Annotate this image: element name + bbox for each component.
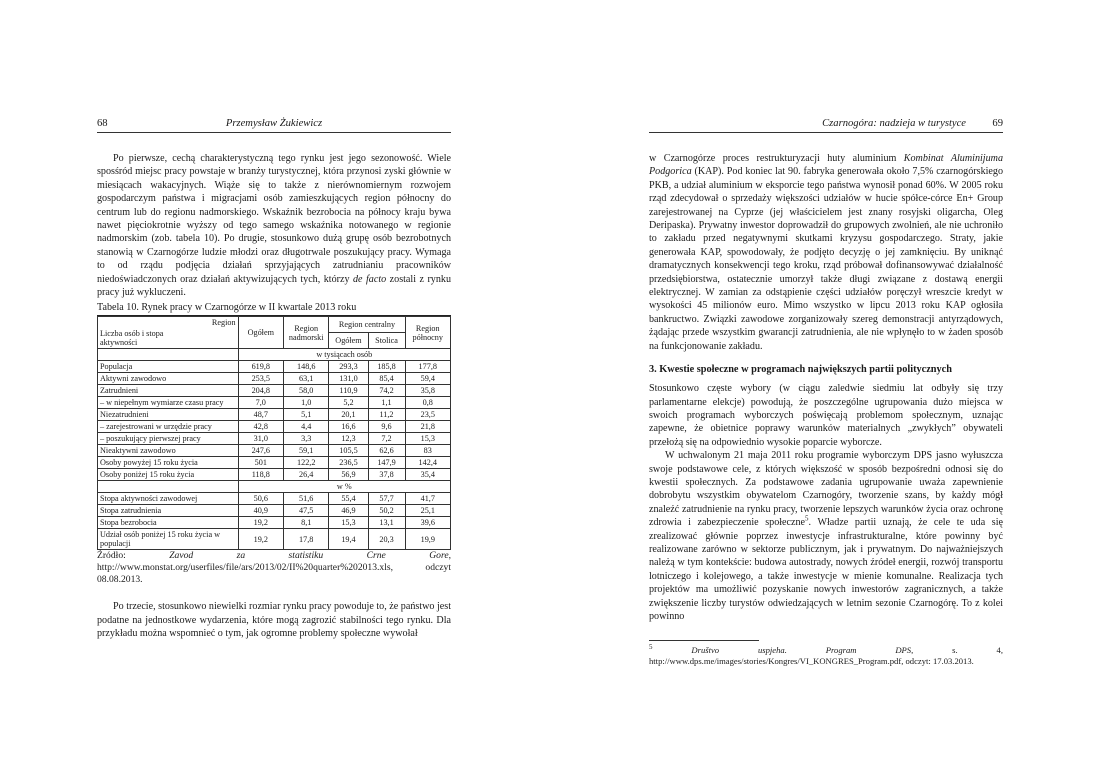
- table-cell: 501: [238, 457, 283, 469]
- table-cell: 19,4: [329, 529, 368, 550]
- table-caption: Tabela 10. Rynek pracy w Czarnogórze w II kwartale 2013 roku: [97, 302, 451, 316]
- table-cell: 122,2: [284, 457, 329, 469]
- table-cell: 0,8: [405, 397, 450, 409]
- table-cell: 4,4: [284, 421, 329, 433]
- table-cell: 118,8: [238, 469, 283, 481]
- table-cell: 37,8: [368, 469, 405, 481]
- table-cell: 185,8: [368, 361, 405, 373]
- table-row: [98, 361, 451, 373]
- table-cell: 16,6: [329, 421, 368, 433]
- right-running-head: Czarnogóra: nadzieja w turystyce: [822, 118, 966, 129]
- table-cell: 131,0: [329, 373, 368, 385]
- table-cell: 11,2: [368, 409, 405, 421]
- right-page-body: [649, 152, 1003, 667]
- table-row: [98, 529, 451, 550]
- table-cell: 50,6: [238, 493, 283, 505]
- right-page: [649, 118, 1003, 667]
- table-cell: 51,6: [284, 493, 329, 505]
- row-label: – poszukujący pierwszej pracy: [98, 433, 239, 445]
- left-page: [97, 118, 451, 640]
- footnote-separator: [649, 640, 759, 641]
- table-cell: 177,8: [405, 361, 450, 373]
- right-page-header: [649, 118, 1003, 133]
- row-label: Udział osób poniżej 15 roku życia w populacji: [98, 529, 239, 550]
- right-paragraph-2: Stosunkowo częste wybory (w ciągu zaledwie siedmiu lat odbyły się trzy parlamentarne elekcje) powodują, że poszczególne ugrupowania dużo miejsca w swoich programach wyborczych poświęcają problemom społecznym, uznając zapewne, że obietnice poprawy warunków materialnych „zwykłych” obywateli przełożą się na odpowiednio wysokie poparcie wyborcze.: [649, 383, 1003, 448]
- thousands-rows: [98, 361, 451, 481]
- left-page-body: [97, 152, 451, 641]
- table-cell: 58,0: [284, 385, 329, 397]
- row-label: Osoby powyżej 15 roku życia: [98, 457, 239, 469]
- table-source: Źródło: Zavod za statistiku Crne Gore, http://www.monstat.org/userfiles/file/ars/2013/02/II%20quarter%202013.xls, odczyt 08.08.2013.: [97, 550, 451, 586]
- table-cell: 1,0: [284, 397, 329, 409]
- unit-row-thousands: [98, 349, 451, 361]
- table-cell: 62,6: [368, 445, 405, 457]
- table-cell: 35,8: [405, 385, 450, 397]
- table-cell: 56,9: [329, 469, 368, 481]
- table-row: [98, 517, 451, 529]
- table-cell: 3,3: [284, 433, 329, 445]
- table-cell: 13,1: [368, 517, 405, 529]
- table-cell: 9,6: [368, 421, 405, 433]
- table-cell: 110,9: [329, 385, 368, 397]
- table-cell: 23,5: [405, 409, 450, 421]
- table-cell: 142,4: [405, 457, 450, 469]
- row-label: Zatrudnieni: [98, 385, 239, 397]
- row-label: Stopa zatrudnienia: [98, 505, 239, 517]
- table-row: [98, 445, 451, 457]
- table-cell: 57,7: [368, 493, 405, 505]
- right-paragraph-1: w Czarnogórze proces restrukturyzacji huty aluminium Kombinat Aluminijuma Podgorica (KAP). Pod koniec lat 90. fabryka generowała około 7,5% czarnogórskiego PKB, a udział aluminium w eksporcie tego państwa wynosił ponad 60%. W 2005 roku rząd zdecydował o sprzedaży większości udziałów w hucie spółce-córce En+ Group zarejestrowanej na Cyprze (jej właścicielem jest znany rosyjski oligarcha, Oleg Deripaska). Prywatny inwestor doprowadził do grupowych zwolnień, ale nie uchroniło to zakładu przed negatywnymi skutkami kryzysu gospodarczego. Straty, jakie generowała KAP, spowodowały, że podjęto decyzję o jej zamknięciu. By uniknąć dramatycznych konsekwencji tego kroku, rząd próbował dofinansowywać działalność przedsiębiorstwa, ostatecznie umorzył także długi związane z dostawą energii elektrycznej. W zamian za odstąpienie części udziałów poręczył wreszcie kredyt w wysokości 45 milionów euro. Mimo wszystko w lipcu 2013 roku KAP ogłosiła bankructwo. Związki zawodowe zorganizowały szereg demonstracji antyrządowych, żądając przede wszystkim gwarancji zatrudnienia, ale nie wpłynęło to w żaden sposób na funkcjonowanie zakładu.: [649, 153, 1003, 352]
- table-cell: 5,2: [329, 397, 368, 409]
- table-cell: 46,9: [329, 505, 368, 517]
- row-label: Nieaktywni zawodowo: [98, 445, 239, 457]
- row-label: – zarejestrowani w urzędzie pracy: [98, 421, 239, 433]
- table-row: [98, 373, 451, 385]
- table-cell: 31,0: [238, 433, 283, 445]
- table-cell: 236,5: [329, 457, 368, 469]
- table-cell: 19,2: [238, 529, 283, 550]
- table-cell: 39,6: [405, 517, 450, 529]
- table-cell: 19,9: [405, 529, 450, 550]
- table-cell: 7,2: [368, 433, 405, 445]
- table-cell: 1,1: [368, 397, 405, 409]
- col-header-centralny: Region centralny: [329, 317, 405, 333]
- row-label: Aktywni zawodowo: [98, 373, 239, 385]
- unit-percent-label: w %: [238, 481, 450, 493]
- table-cell: 35,4: [405, 469, 450, 481]
- table-cell: 85,4: [368, 373, 405, 385]
- table-cell: 59,4: [405, 373, 450, 385]
- row-label: Stopa bezrobocia: [98, 517, 239, 529]
- table-row: [98, 433, 451, 445]
- unit-row-percent: [98, 481, 451, 493]
- row-label: Stopa aktywności zawodowej: [98, 493, 239, 505]
- table-cell: 17,8: [284, 529, 329, 550]
- table-row: [98, 457, 451, 469]
- table-cell: 20,3: [368, 529, 405, 550]
- table-corner-cell: Region Liczba osób i stopa aktywności: [98, 317, 239, 349]
- labour-market-table: [97, 316, 451, 550]
- table-cell: 25,1: [405, 505, 450, 517]
- row-label: Populacja: [98, 361, 239, 373]
- col-header-centralny-ogolem: Ogółem: [329, 333, 368, 349]
- table-row: [98, 505, 451, 517]
- table-cell: 15,3: [405, 433, 450, 445]
- left-page-number: 68: [97, 118, 108, 129]
- table-cell: 619,8: [238, 361, 283, 373]
- right-paragraph-3: W uchwalonym 21 maja 2011 roku programie wyborczym DPS jasno wyłuszcza swoje podstawowe cele, z których większość w sposób bezpośredni odnosi się do kwestii społecznych. Za podstawowe zadania ugrupowanie uważa zapewnienie dobrobytu wszystkim obywatelom Czarnogóry, tworzenie szans, by każdy mógł znaleźć zatrudnienie na rynku pracy, tworzenie lepszych warunków życia oraz ochronę zdrowia i zabezpieczenie społeczne$^5$. Władze partii uznają, że cele te uda się zrealizować głównie poprzez inwestycje infrastrukturalne, które powinny być realizowane zarówno w sektorze publicznym, jak i prywatnym. Do najważniejszych należą w tym kontekście: budowa autostrady, nowych źródeł energii, rozwój transportu lotniczego i kolejowego, a także inwestycje w mienie komunalne. Realizacja tych projektów ma umożliwić pozyskanie nowych inwestorów zagranicznych, a także zwiększenie liczby turystów odwiedzających w letnim sezonie Czarnogórę. To z kolei powinno: [649, 450, 1003, 622]
- row-label: Osoby poniżej 15 roku życia: [98, 469, 239, 481]
- percent-rows: [98, 493, 451, 550]
- section-heading: 3. Kwestie społeczne w programach największych partii politycznych: [649, 364, 952, 376]
- table-cell: 5,1: [284, 409, 329, 421]
- table-cell: 147,9: [368, 457, 405, 469]
- left-paragraph-2: Po trzecie, stosunkowo niewielki rozmiar rynku pracy powoduje to, że państwo jest podatne na jednostkowe wydarzenia, które mogą zagrozić stabilności tego rynku. Dla przykładu można wspomnieć o tym, jak ogromne problemy społeczne wywołał: [97, 601, 451, 640]
- table-cell: 204,8: [238, 385, 283, 397]
- left-running-head: Przemysław Żukiewicz: [225, 118, 323, 129]
- table-cell: 40,9: [238, 505, 283, 517]
- table-row: [98, 421, 451, 433]
- table-cell: 20,1: [329, 409, 368, 421]
- table-row: [98, 409, 451, 421]
- table-cell: 21,8: [405, 421, 450, 433]
- table-cell: 12,3: [329, 433, 368, 445]
- col-header-ogolem: Ogółem: [238, 317, 283, 349]
- table-cell: 48,7: [238, 409, 283, 421]
- table-cell: 26,4: [284, 469, 329, 481]
- table-cell: 105,5: [329, 445, 368, 457]
- table-cell: 7,0: [238, 397, 283, 409]
- left-paragraph-1: Po pierwsze, cechą charakterystyczną tego rynku jest jego sezonowość. Wiele sposśród miejsc pracy powstaje w branży turystycznej, która przynosi zyski głównie w miesiącach wakacyjnych. Wiąże się to także z nierównomiernym rozwojem gospodarczym państwa i migracjami osób zamieszkujących region północny do centrum lub do regionu nadmorskiego. Wskaźnik bezrobocia na północy kraju bywa nawet pięciokrotnie wyższy od tego samego wskaźnika notowanego w regionie nadmorskim (zob. tabela 10). Po drugie, stosunkowo dużą grupę osób bezrobotnych stanowią w Czarnogórze ludzie młodzi oraz długotrwale poszukujący pracy. Wymaga to od rządu podjęcia działań sprzyjających zatrudnianiu pracowników niedoświadczonych oraz działań aktywizujących tych, którzy de facto zostali z rynku pracy już wykluczeni.: [97, 153, 451, 299]
- left-page-header: [97, 118, 451, 133]
- table-cell: 41,7: [405, 493, 450, 505]
- table-cell: 47,5: [284, 505, 329, 517]
- table-cell: 50,2: [368, 505, 405, 517]
- table-cell: 59,1: [284, 445, 329, 457]
- table-cell: 83: [405, 445, 450, 457]
- table-cell: 253,5: [238, 373, 283, 385]
- col-header-polnocny: Region północny: [405, 317, 450, 349]
- col-header-stolica: Stolica: [368, 333, 405, 349]
- table-cell: 293,3: [329, 361, 368, 373]
- table-header-row: [98, 317, 451, 333]
- right-page-number: 69: [992, 118, 1003, 129]
- table-cell: 63,1: [284, 373, 329, 385]
- table-row: [98, 493, 451, 505]
- table-cell: 247,6: [238, 445, 283, 457]
- table-cell: 42,8: [238, 421, 283, 433]
- table-row: [98, 385, 451, 397]
- table-row: [98, 469, 451, 481]
- unit-thousands-label: w tysiącach osób: [238, 349, 450, 361]
- table-cell: 55,4: [329, 493, 368, 505]
- table-cell: 15,3: [329, 517, 368, 529]
- row-label: Niezatrudnieni: [98, 409, 239, 421]
- table-row: [98, 397, 451, 409]
- footnote: $^5$ Društvo uspjeha. Program DPS, s. 4, http://www.dps.me/images/stories/Kongres/VI_KONGRES_Program.pdf, odczyt: 17.03.2013.: [649, 643, 1003, 667]
- table-cell: 8,1: [284, 517, 329, 529]
- table-cell: 19,2: [238, 517, 283, 529]
- table-cell: 148,6: [284, 361, 329, 373]
- row-label: – w niepełnym wymiarze czasu pracy: [98, 397, 239, 409]
- table-cell: 74,2: [368, 385, 405, 397]
- col-header-nadmorski: Region nadmorski: [284, 317, 329, 349]
